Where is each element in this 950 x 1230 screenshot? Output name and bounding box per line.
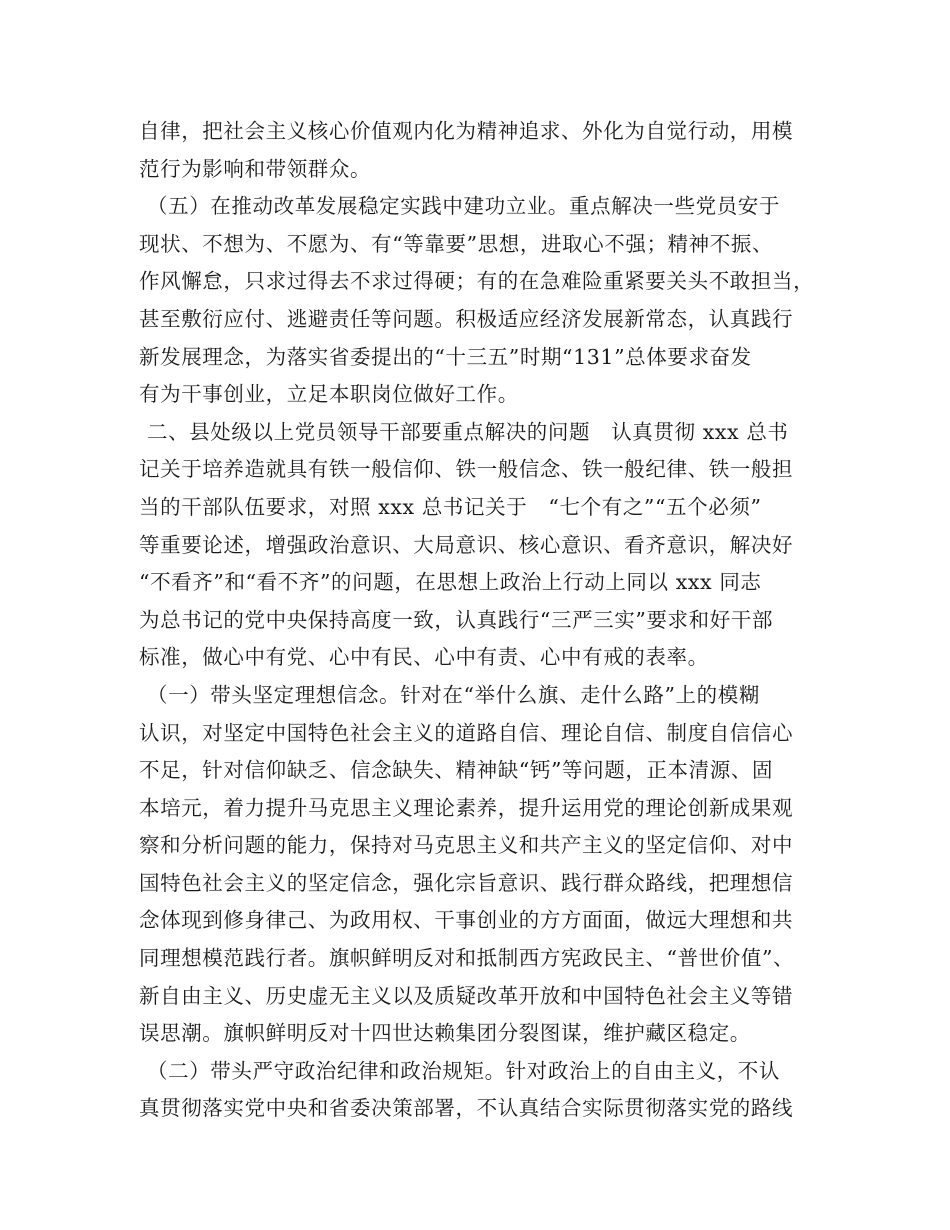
text-line: 现状、不想为、不愿为、有“等靠要”思想，进取心不强；精神不振、 [139,231,774,256]
body-text [139,113,829,1128]
text-line: 认识，对坚定中国特色社会主义的道路自信、理论自信、制度自信信心 [139,720,794,745]
text-line: 作风懈怠，只求过得去不求过得硬；有的在急难险重紧要关头不敢担当， [139,269,815,294]
text-line: 自律，把社会主义核心价值观内化为精神追求、外化为自觉行动，用模 [139,119,794,143]
text-line: 等重要论述，增强政治意识、大局意识、核心意识、看齐意识，解决好 [139,532,794,557]
text-line: 同理想模范践行者。旗帜鲜明反对和抵制西方宪政民主、“普世价值”、 [139,946,795,971]
text-line: 甚至敷衍应付、逃避责任等问题。积极适应经济发展新常态，认真践行 [139,306,794,331]
text-line: （二）带头严守政治纪律和政治规矩。针对政治上的自由主义，不认 [147,1058,780,1083]
text-line: 记关于培养造就具有铁一般信仰、铁一般信念、铁一般纪律、铁一般担 [139,457,794,482]
text-line: 为总书记的党中央保持高度一致，认真践行“三严三实”要求和好干部 [139,607,774,632]
text-line: 不足，针对信仰缺乏、信念缺失、精神缺“钙”等问题，正本清源、固 [139,758,774,783]
text-line: 察和分析问题的能力，保持对马克思主义和共产主义的坚定信仰、对中 [139,833,794,858]
text-line: 新自由主义、历史虚无主义以及质疑改革开放和中国特色社会主义等错 [139,983,794,1008]
text-line: （一）带头坚定理想信念。针对在“举什么旗、走什么路”上的模糊 [147,682,760,707]
text-line: 范行为影响和带领群众。 [139,156,372,181]
text-line: 有为干事创业，立足本职岗位做好工作。 [139,382,519,407]
text-line: 真贯彻落实党中央和省委决策部署，不认真结合实际贯彻落实党的路线 [139,1096,794,1121]
text-line: 当的干部队伍要求，对照 xxx 总书记关于 “七个有之”“五个必须” [139,494,762,519]
text-line: 标准，做心中有党、心中有民、心中有责、心中有戒的表率。 [139,645,709,670]
text-line: “不看齐”和“看不齐”的问题，在思想上政治上行动上同以 xxx 同志 [139,570,762,595]
text-line: 本培元，着力提升马克思主义理论素养，提升运用党的理论创新成果观 [139,795,794,820]
text-line: 念体现到修身律己、为政用权、干事创业的方方面面，做远大理想和共 [139,908,794,933]
text-line: 新发展理念，为落实省委提出的“十三五”时期“131”总体要求奋发 [139,344,752,369]
text-line: 二、县处级以上党员领导干部要重点解决的问题 认真贯彻 xxx 总书 [147,419,789,444]
text-line: 国特色社会主义的坚定信念，强化宗旨意识、践行群众路线，把理想信 [139,870,794,895]
text-line: 误思潮。旗帜鲜明反对十四世达赖集团分裂图谋，维护藏区稳定。 [139,1021,751,1046]
text-line: （五）在推动改革发展稳定实践中建功立业。重点解决一些党员安于 [147,194,780,219]
